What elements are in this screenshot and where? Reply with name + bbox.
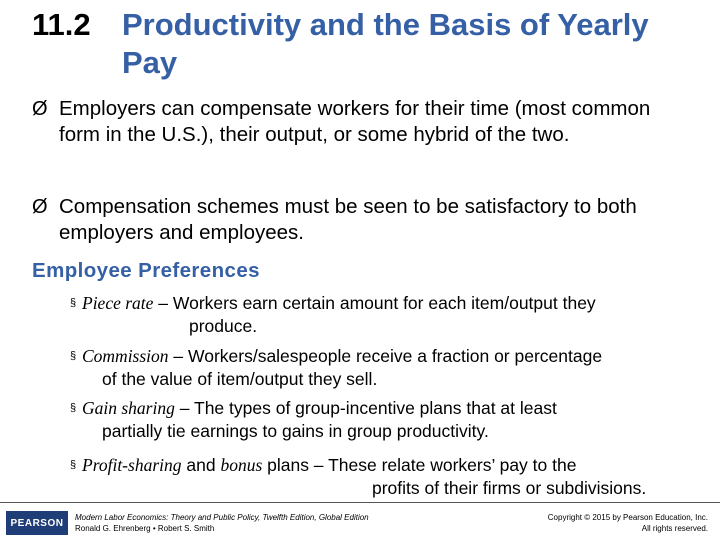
connector: and <box>181 455 221 475</box>
subheading: Employee Preferences <box>32 259 260 282</box>
subbullet-line-1 <box>82 397 557 420</box>
section-number: 11.2 <box>32 7 91 42</box>
square-bullet-icon: § <box>70 350 77 362</box>
footer-citation <box>75 512 369 534</box>
subbullet-line-2: partially tie earnings to gains in group productivity. <box>102 421 489 441</box>
definition: – The types of group-incentive plans that at least <box>174 398 557 418</box>
copyright-line: Copyright © 2015 by Pearson Education, Inc. <box>547 513 708 522</box>
subbullet-commission <box>70 345 710 391</box>
definition: plans – These relate workers’ pay to the <box>262 455 577 475</box>
subbullet-line-1 <box>82 345 602 368</box>
book-title: Modern Labor Economics: Theory and Public Policy, Twelfth Edition, Global Edition <box>75 513 369 522</box>
arrow-bullet-icon: Ø <box>32 98 48 120</box>
subbullet-line-2: produce. <box>189 316 258 336</box>
subbullet-line-2: of the value of item/output they sell. <box>102 369 378 389</box>
term-2: bonus <box>220 455 263 475</box>
term: Commission <box>82 346 169 366</box>
rights-line: All rights reserved. <box>641 524 708 533</box>
term: Piece rate <box>82 293 154 313</box>
authors: Ronald G. Ehrenberg • Robert S. Smith <box>75 524 215 533</box>
term: Gain sharing <box>82 398 175 418</box>
subbullet-line-1 <box>82 292 596 315</box>
definition: – Workers/salespeople receive a fraction or percentage <box>168 346 603 366</box>
footer-divider <box>0 502 720 503</box>
pearson-logo: PEARSON <box>6 511 68 535</box>
title-text: Productivity and the Basis of Yearly Pay <box>122 7 649 80</box>
definition: – Workers earn certain amount for each item/output they <box>153 293 596 313</box>
footer-copyright <box>548 512 708 534</box>
arrow-bullet-icon: Ø <box>32 196 48 218</box>
square-bullet-icon: § <box>70 297 77 309</box>
subbullet-gain-sharing <box>70 397 710 443</box>
subbullet-profit-sharing <box>70 454 710 500</box>
subbullet-line-1 <box>82 454 576 477</box>
subbullet-line-2: profits of their firms or subdivisions. <box>372 478 647 498</box>
bullet-text: Compensation schemes must be seen to be satisfactory to both employers and employees. <box>59 195 637 244</box>
term: Profit-sharing <box>82 455 182 475</box>
bullet-text: Employers can compensate workers for their time (most common form in the U.S.), their output, or some hybrid of the two. <box>59 97 651 146</box>
subbullet-piece-rate <box>70 292 710 338</box>
square-bullet-icon: § <box>70 459 77 471</box>
square-bullet-icon: § <box>70 402 77 414</box>
